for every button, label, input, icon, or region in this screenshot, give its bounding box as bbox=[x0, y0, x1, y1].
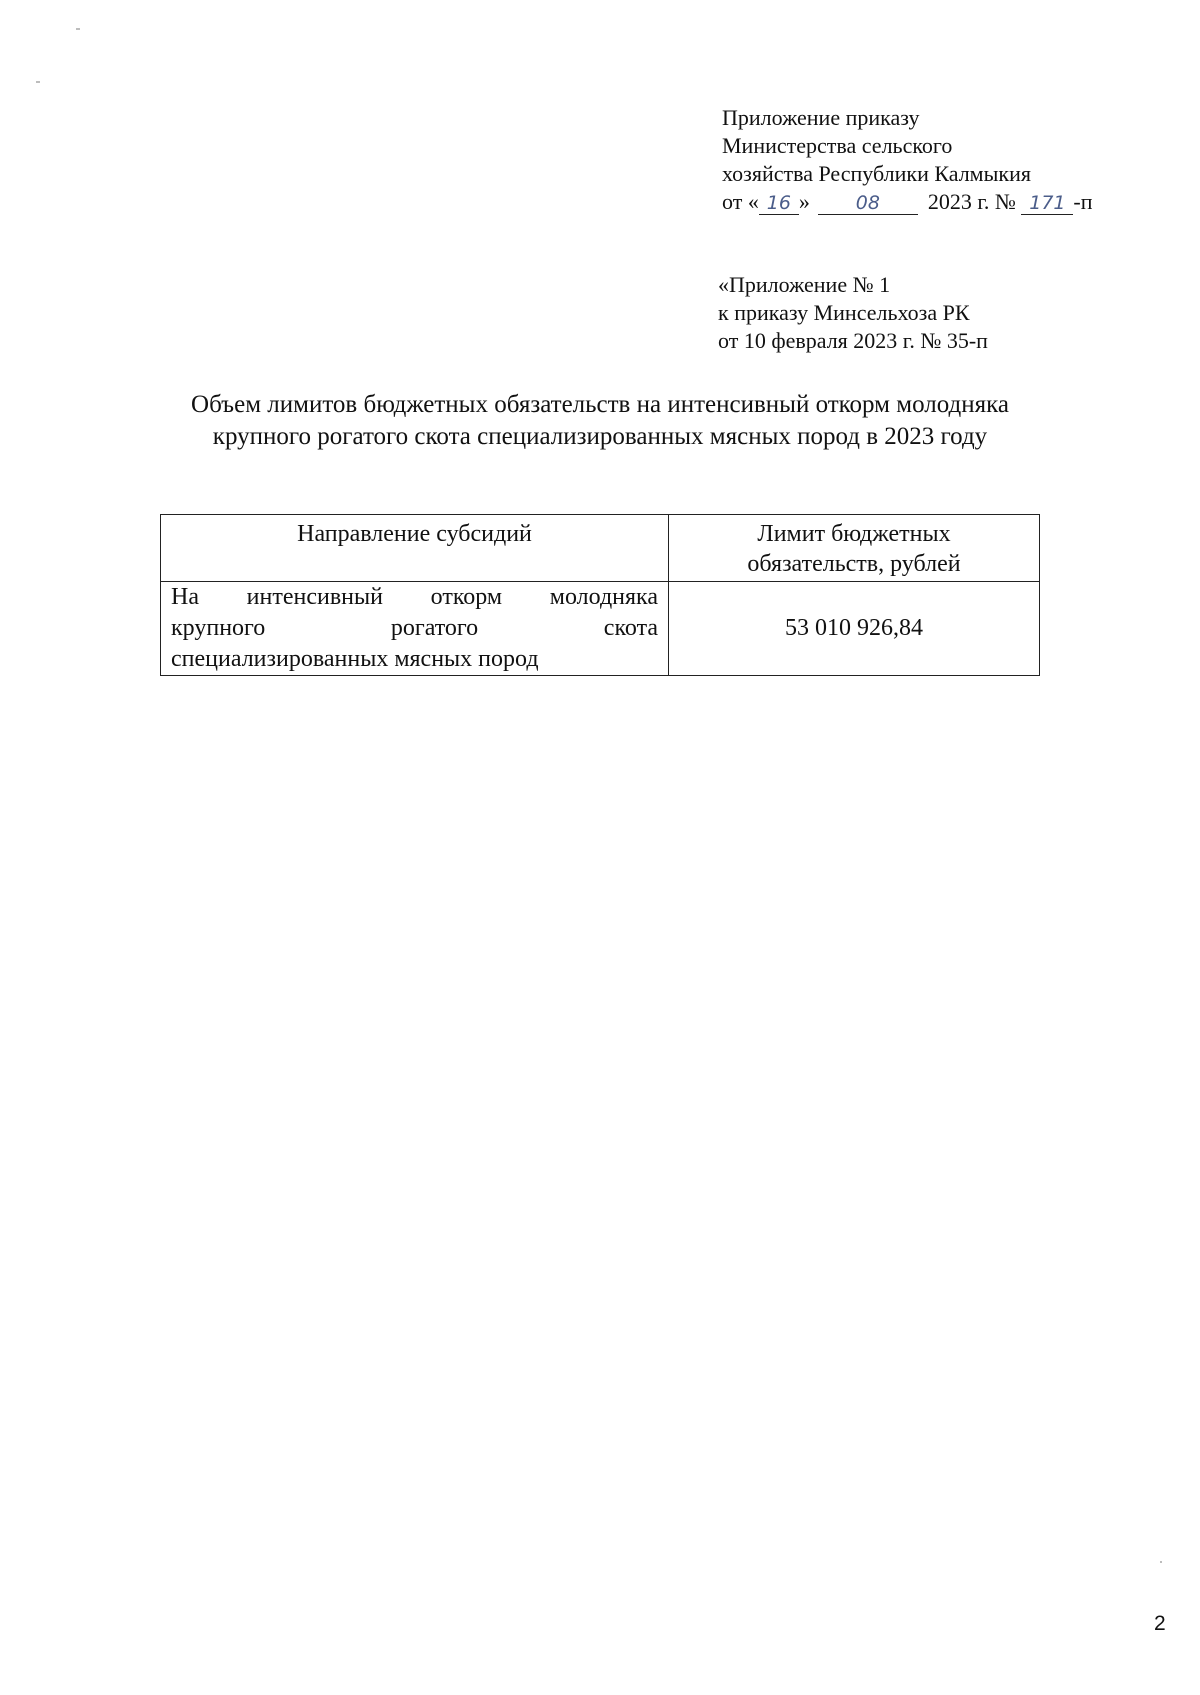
approval-line-3: хозяйства Республики Калмыкия bbox=[722, 161, 1031, 186]
cell-limit-amount: 53 010 926,84 bbox=[669, 582, 1040, 676]
header-limit bbox=[669, 515, 1040, 582]
day-suffix: » bbox=[798, 189, 810, 214]
header-limit-line-1: Лимит бюджетных bbox=[757, 521, 951, 547]
direction-line-1: На интенсивный откорм молодняка bbox=[171, 584, 658, 610]
approval-date-line bbox=[722, 188, 1142, 216]
direction-line-2: крупного рогатого скота bbox=[171, 615, 658, 641]
cell-direction bbox=[161, 582, 669, 676]
previous-annex-block bbox=[718, 271, 1138, 355]
approval-line-1: Приложение приказу bbox=[722, 105, 920, 130]
header-limit-line-2: обязательств, рублей bbox=[747, 551, 961, 577]
scan-speck bbox=[36, 81, 40, 83]
date-prefix: от « bbox=[722, 189, 759, 214]
document-title bbox=[100, 389, 1100, 453]
scan-speck bbox=[76, 28, 80, 30]
approval-line-2: Министерства сельского bbox=[722, 133, 953, 158]
budget-limits-table bbox=[160, 514, 1040, 676]
handwritten-order-number: 171 bbox=[1021, 192, 1073, 215]
previous-annex-line-1: «Приложение № 1 bbox=[718, 272, 891, 297]
handwritten-month: 08 bbox=[818, 192, 918, 215]
page-number: 2 bbox=[1154, 1612, 1166, 1635]
header-direction: Направление субсидий bbox=[161, 515, 669, 582]
scan-speck bbox=[1160, 1561, 1162, 1563]
previous-annex-line-2: к приказу Минсельхоза РК bbox=[718, 300, 970, 325]
table-header-row bbox=[161, 515, 1040, 582]
approval-block bbox=[722, 104, 1142, 216]
direction-line-3: специализированных мясных пород bbox=[171, 646, 539, 672]
year-text: 2023 г. № bbox=[927, 189, 1016, 214]
number-suffix: -п bbox=[1073, 189, 1093, 214]
handwritten-day: 16 bbox=[759, 192, 799, 215]
title-line-2: крупного рогатого скота специализированных мясных пород в 2023 году bbox=[212, 423, 988, 450]
title-line-1: Объем лимитов бюджетных обязательств на интенсивный откорм молодняка bbox=[191, 391, 1009, 418]
table-row bbox=[161, 582, 1040, 676]
previous-annex-line-3: от 10 февраля 2023 г. № 35-п bbox=[718, 328, 988, 353]
